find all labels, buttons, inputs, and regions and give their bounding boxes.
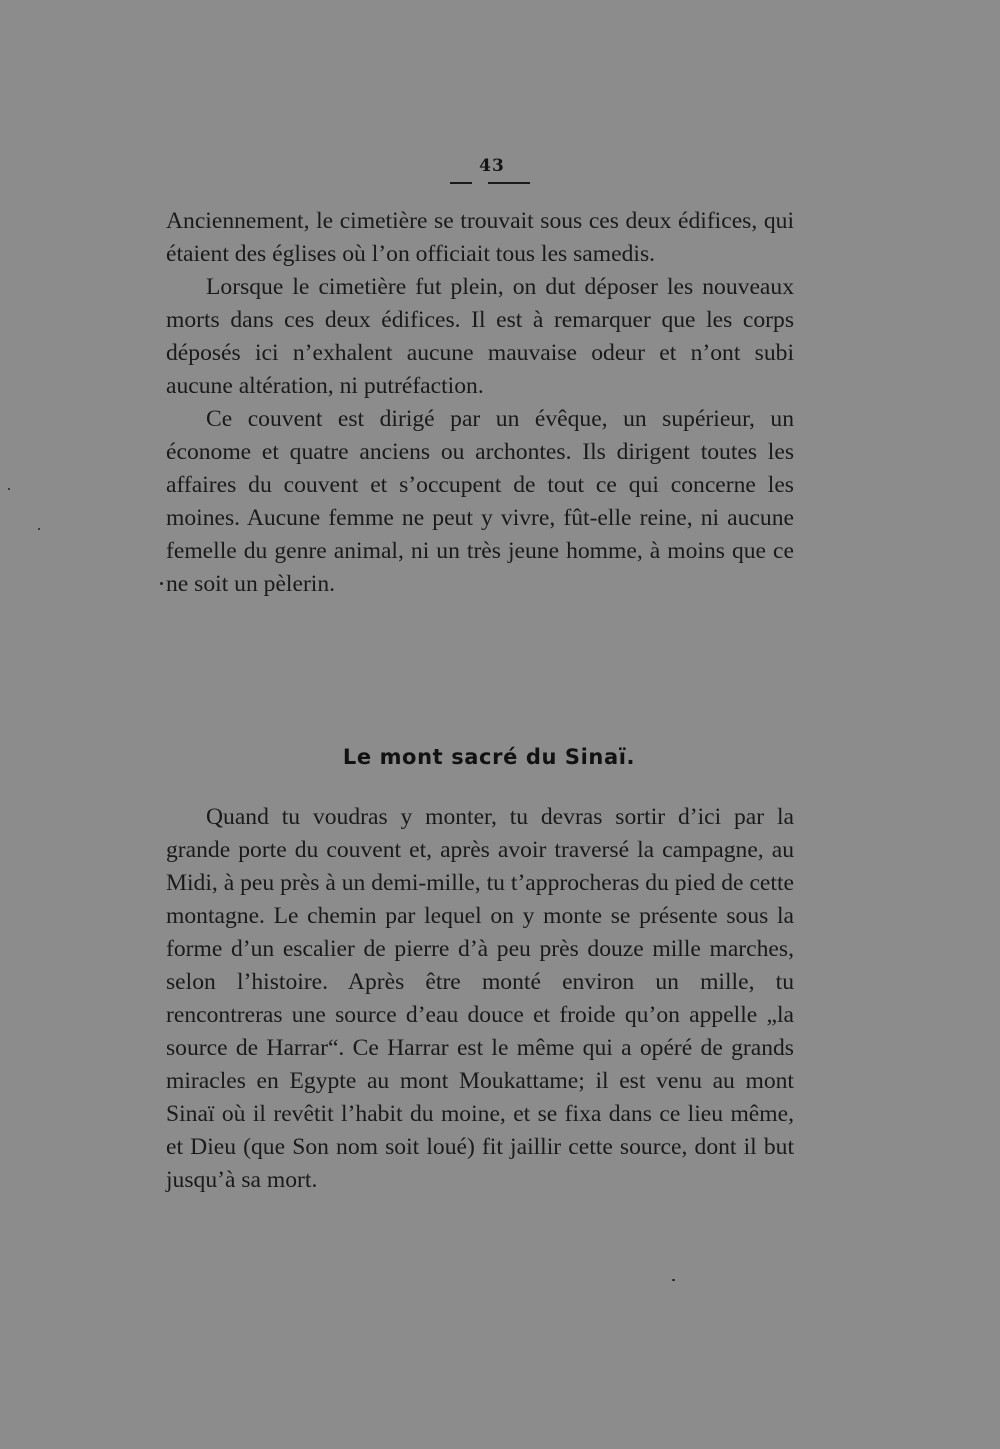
paragraph-convent: Ce couvent est dirigé par un évêque, un supérieur, un économe et quatre anciens ou archontes. Ils dirigent toutes les affaires du couvent et s’occupent de tout ce qui concerne les moines. Aucune femme ne peut y vivre, fût-elle reine, ni aucune femelle du genre animal, ni un très jeune homme, à moins que ce ne soit un pèlerin. — [166, 406, 794, 597]
page-number: 43 — [479, 156, 505, 176]
paragraph-sinai-ascent: Quand tu voudras y monter, tu devras sortir d’ici par la grande porte du couvent et, après avoir traversé la campagne, au Midi, à peu près à un demi-mille, tu t’approcheras du pied de cette montagne. Le chemin par lequel on y monte se présente sous la forme d’un escalier de pierre d’à peu près douze mille marches, selon l’histoire. Après être monté environ un mille, tu rencontreras une source d’eau douce et froide qu’on appelle „la source de Harrar“. Ce Harrar est le même qui a opéré de grands miracles en Egypte au mont Moukattame; il est venu au mont Sinaï où il revêtit l’habit du moine, et se fixa dans ce lieu même, et Dieu (que Son nom soit loué) fit jaillir cette source, dont il but jusqu’à sa mort. — [166, 804, 794, 1193]
section-heading: Le mont sacré du Sinaï. — [342, 745, 636, 769]
page-number-rule-left — [450, 182, 472, 184]
scan-speck — [672, 1279, 675, 1281]
scan-speck — [8, 488, 10, 490]
paragraph-cemetery: Anciennement, le cimetière se trouvait sous ces deux édifices, qui étaient des églises où l’on officiait tous les samedis. — [166, 208, 794, 267]
body-text-bottom — [166, 801, 794, 1197]
body-text-top — [166, 205, 794, 601]
scan-speck — [160, 582, 163, 585]
page-number-rule-right — [488, 182, 530, 184]
scan-speck — [38, 528, 40, 530]
paragraph-bodies: Lorsque le cimetière fut plein, on dut déposer les nouveaux morts dans ces deux édifices. Il est à remarquer que les corps déposés ici n’exhalent aucune mauvaise odeur et n’ont subi aucune altération, ni putréfaction. — [166, 274, 794, 399]
